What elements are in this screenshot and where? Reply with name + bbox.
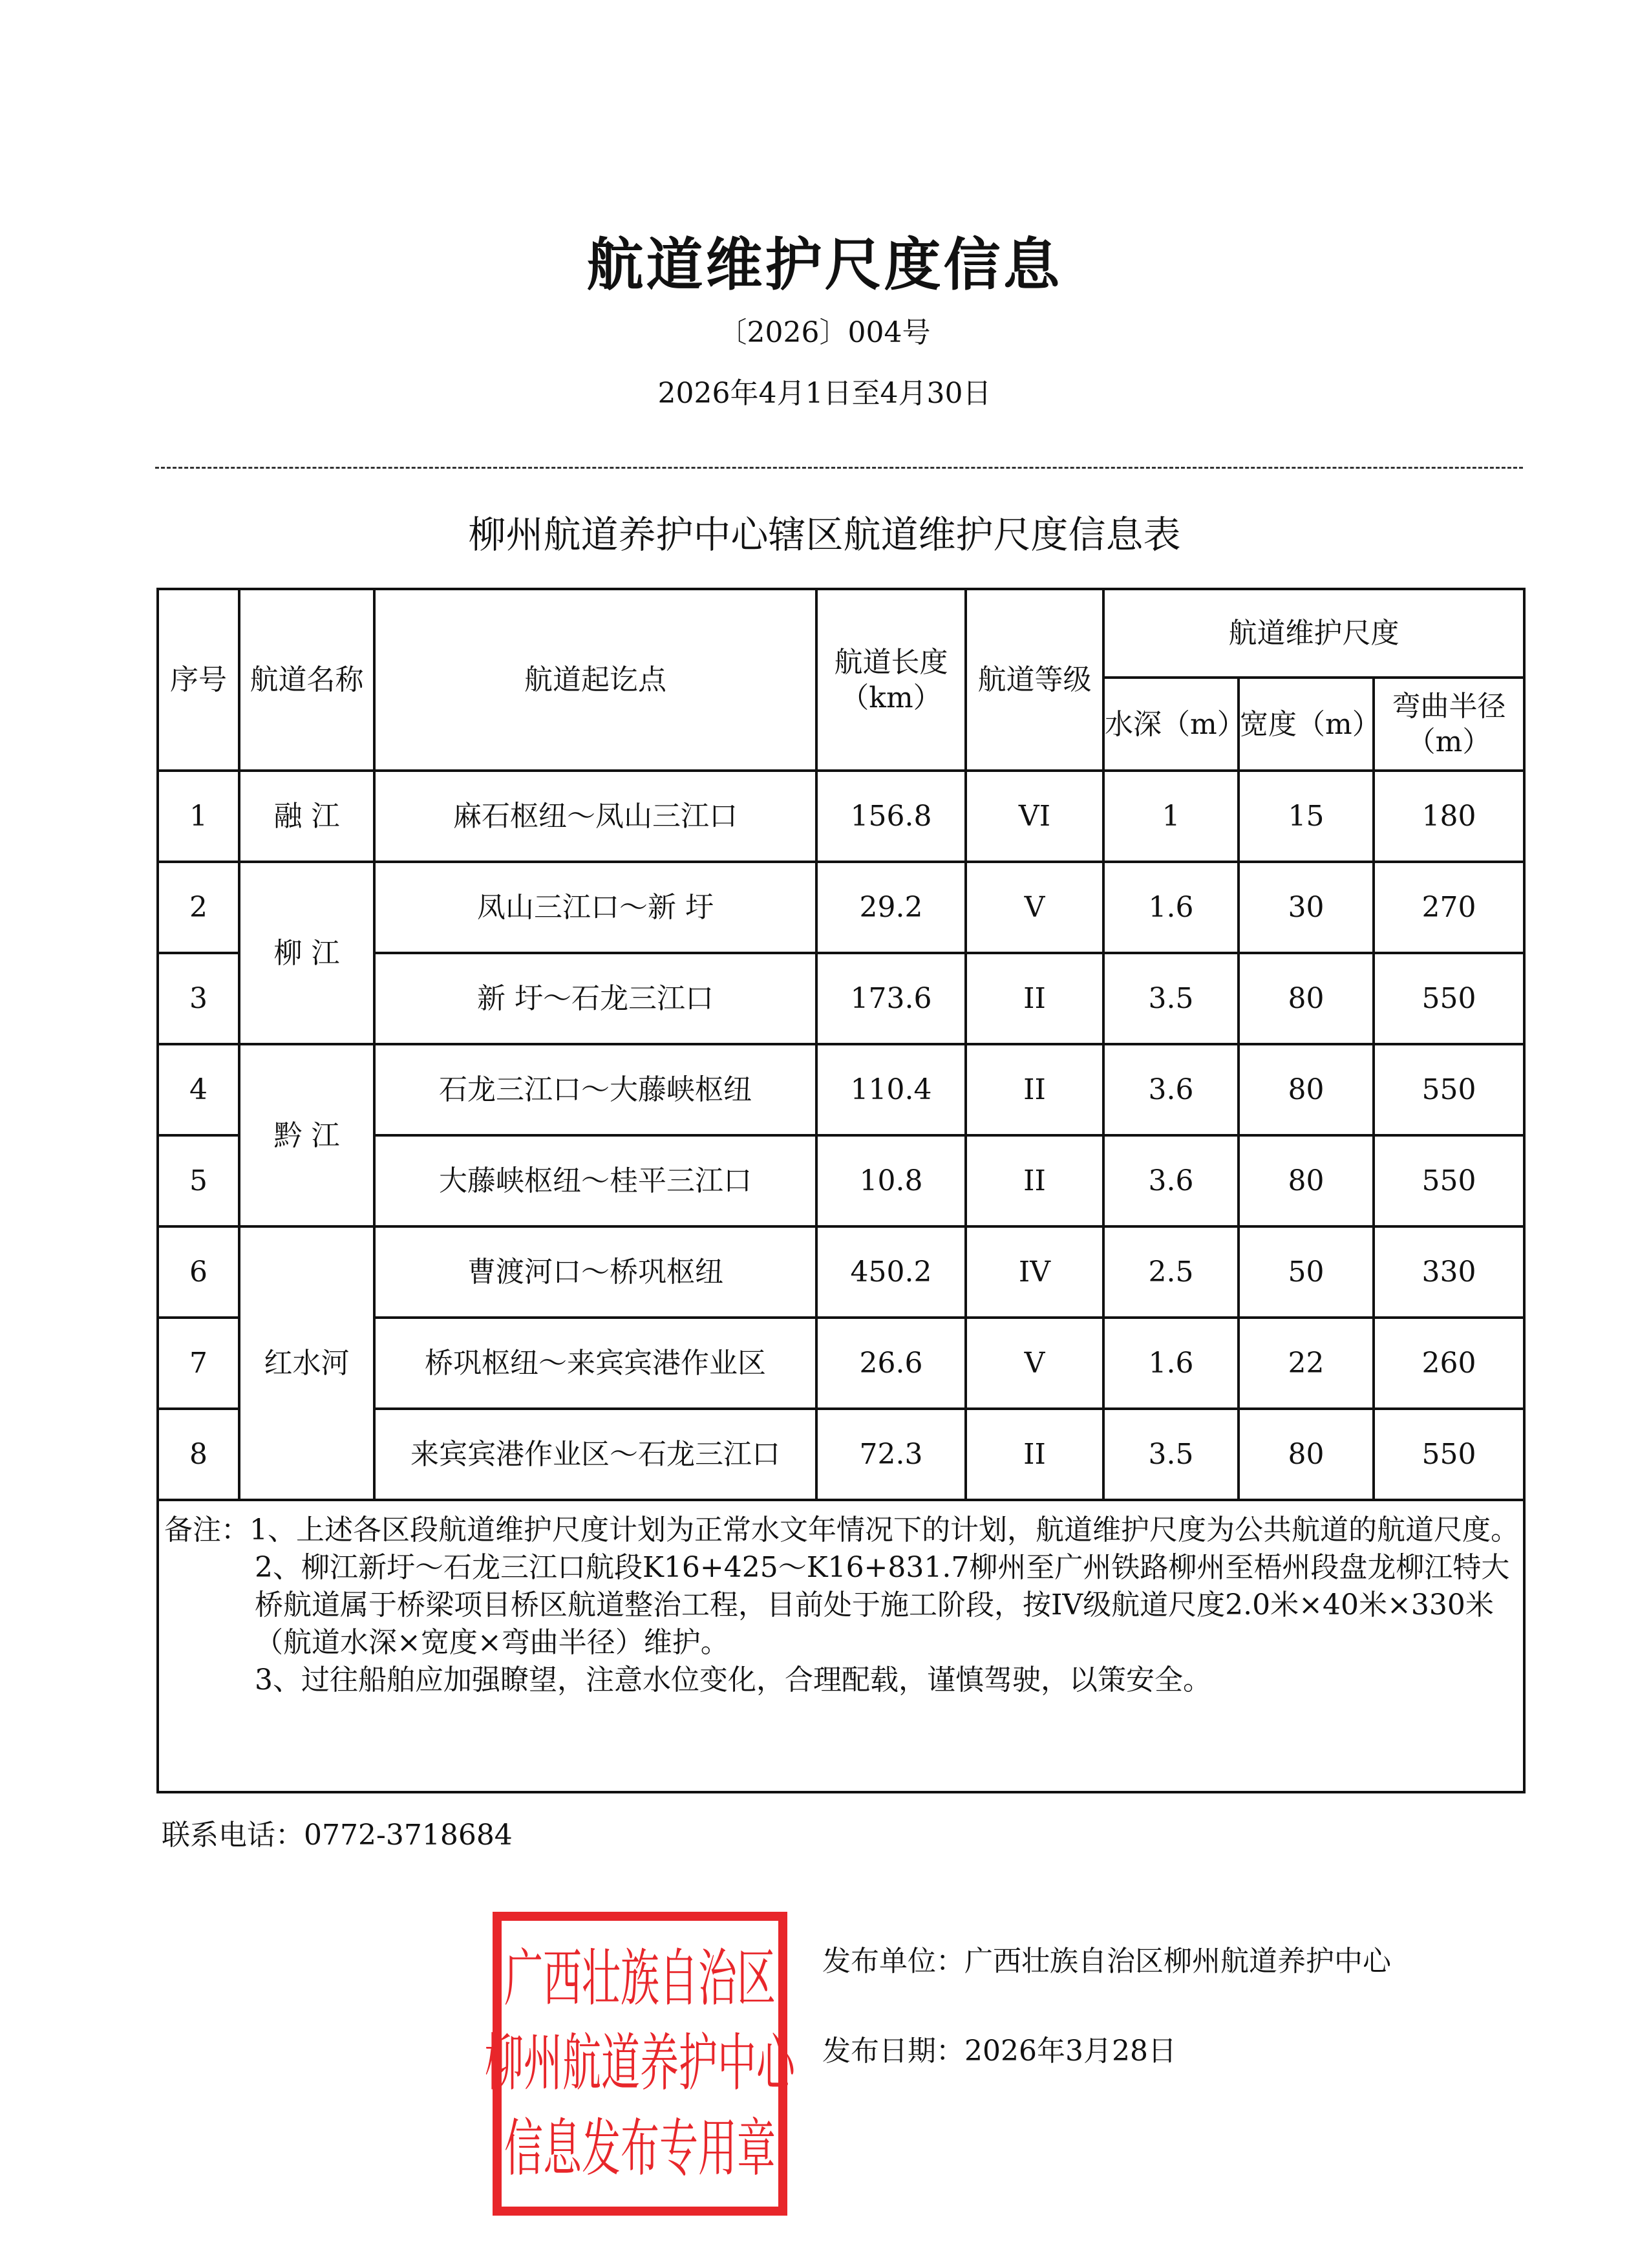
cell-range: 大藤峡枢纽～桂平三江口: [374, 1135, 816, 1226]
period: 2026年4月1日至4月30日: [657, 377, 992, 410]
header-scale: 航道维护尺度: [1103, 589, 1524, 678]
cell-seq: 8: [158, 1409, 239, 1500]
cell-depth: 1: [1103, 771, 1239, 862]
cell-grade: V: [966, 1318, 1103, 1409]
cell-radius: 180: [1374, 771, 1524, 862]
cell-depth: 3.6: [1103, 1135, 1239, 1226]
cell-length: 450.2: [816, 1226, 966, 1318]
cell-depth: 3.5: [1103, 953, 1239, 1044]
cell-seq: 7: [158, 1318, 239, 1409]
cell-radius: 330: [1374, 1226, 1524, 1318]
cell-range: 凤山三江口～新 圩: [374, 862, 816, 953]
remark-3: 3、过往船舶应加强瞭望，注意水位变化，合理配载，谨慎驾驶，以策安全。: [255, 1664, 1211, 1697]
publish-date: 发布日期：2026年3月28日: [822, 2035, 1176, 2068]
cell-seq: 5: [158, 1135, 239, 1226]
header-seq: 序号: [158, 589, 239, 771]
cell-seq: 6: [158, 1226, 239, 1318]
cell-length: 156.8: [816, 771, 966, 862]
cell-range: 来宾宾港作业区～石龙三江口: [374, 1409, 816, 1500]
cell-length: 110.4: [816, 1044, 966, 1135]
seal-line: 柳州航道养护中心: [485, 2027, 795, 2101]
remarks: [158, 1500, 1524, 1792]
header-name: 航道名称: [239, 589, 374, 771]
cell-grade: IV: [966, 1226, 1103, 1318]
cell-grade: II: [966, 1044, 1103, 1135]
cell-width: 50: [1239, 1226, 1374, 1318]
cell-waterway-name: 柳 江: [239, 862, 374, 1044]
remark-1: 备注：1、上述各区段航道维护尺度计划为正常水文年情况下的计划，航道维护尺度为公共航道的航道尺度。: [164, 1514, 1519, 1546]
table-row: [158, 862, 1524, 953]
cell-seq: 4: [158, 1044, 239, 1135]
cell-width: 22: [1239, 1318, 1374, 1409]
header-depth: 水深（m）: [1103, 678, 1239, 771]
cell-radius: 270: [1374, 862, 1524, 953]
cell-depth: 1.6: [1103, 862, 1239, 953]
cell-seq: 2: [158, 862, 239, 953]
cell-waterway-name: 黔 江: [239, 1044, 374, 1226]
cell-radius: 550: [1374, 1135, 1524, 1226]
cell-grade: II: [966, 953, 1103, 1044]
maintenance-table: [156, 588, 1526, 1793]
header-range: 航道起讫点: [374, 589, 816, 771]
dashed-divider: [155, 467, 1523, 469]
table-row: [158, 771, 1524, 862]
cell-length: 29.2: [816, 862, 966, 953]
header-width: 宽度（m）: [1239, 678, 1374, 771]
seal-line: 信息发布专用章: [504, 2112, 776, 2185]
cell-radius: 550: [1374, 1409, 1524, 1500]
cell-grade: II: [966, 1409, 1103, 1500]
cell-radius: 260: [1374, 1318, 1524, 1409]
cell-range: 石龙三江口～大藤峡枢纽: [374, 1044, 816, 1135]
official-seal: [485, 1912, 795, 2216]
cell-seq: 1: [158, 771, 239, 862]
cell-width: 80: [1239, 1044, 1374, 1135]
table-title: 柳州航道养护中心辖区航道维护尺度信息表: [468, 513, 1181, 557]
cell-length: 10.8: [816, 1135, 966, 1226]
page-title: 航道维护尺度信息: [586, 231, 1063, 298]
cell-width: 15: [1239, 771, 1374, 862]
cell-waterway-name: 融 江: [239, 771, 374, 862]
cell-range: 桥巩枢纽～来宾宾港作业区: [374, 1318, 816, 1409]
seal-line: 广西壮族自治区: [504, 1942, 776, 2015]
table-row: [158, 1044, 1524, 1135]
signature-block: [156, 1892, 1523, 2254]
cell-length: 72.3: [816, 1409, 966, 1500]
document-body: [156, 588, 1523, 2254]
cell-radius: 550: [1374, 953, 1524, 1044]
cell-length: 26.6: [816, 1318, 966, 1409]
cell-waterway-name: 红水河: [239, 1226, 374, 1500]
cell-width: 80: [1239, 1135, 1374, 1226]
header-radius: 弯曲半径（m）: [1374, 678, 1524, 771]
cell-depth: 3.5: [1103, 1409, 1239, 1500]
cell-depth: 1.6: [1103, 1318, 1239, 1409]
cell-seq: 3: [158, 953, 239, 1044]
header-length: 航道长度（km）: [816, 589, 966, 771]
cell-width: 80: [1239, 1409, 1374, 1500]
document-number: 〔2026〕004号: [718, 316, 931, 349]
header-grade: 航道等级: [966, 589, 1103, 771]
cell-grade: V: [966, 862, 1103, 953]
cell-length: 173.6: [816, 953, 966, 1044]
cell-range: 麻石枢纽～凤山三江口: [374, 771, 816, 862]
cell-width: 30: [1239, 862, 1374, 953]
cell-depth: 2.5: [1103, 1226, 1239, 1318]
remark-2: 2、柳江新圩～石龙三江口航段K16+425～K16+831.7柳州至广州铁路柳州至梧州段盘龙柳江特大桥航道属于桥梁项目桥区航道整治工程，目前处于施工阶段，按IV级航道尺度2.0米×40米×330米（航道水深×宽度×弯曲半径）维护。: [255, 1551, 1510, 1660]
cell-range: 新 圩～石龙三江口: [374, 953, 816, 1044]
cell-grade: II: [966, 1135, 1103, 1226]
cell-grade: VI: [966, 771, 1103, 862]
cell-range: 曹渡河口～桥巩枢纽: [374, 1226, 816, 1318]
cell-radius: 550: [1374, 1044, 1524, 1135]
contact-phone: 联系电话：0772-3718684: [162, 1819, 513, 1852]
publisher: 发布单位：广西壮族自治区柳州航道养护中心: [822, 1945, 1391, 1978]
cell-depth: 3.6: [1103, 1044, 1239, 1135]
cell-width: 80: [1239, 953, 1374, 1044]
table-row: [158, 1226, 1524, 1318]
